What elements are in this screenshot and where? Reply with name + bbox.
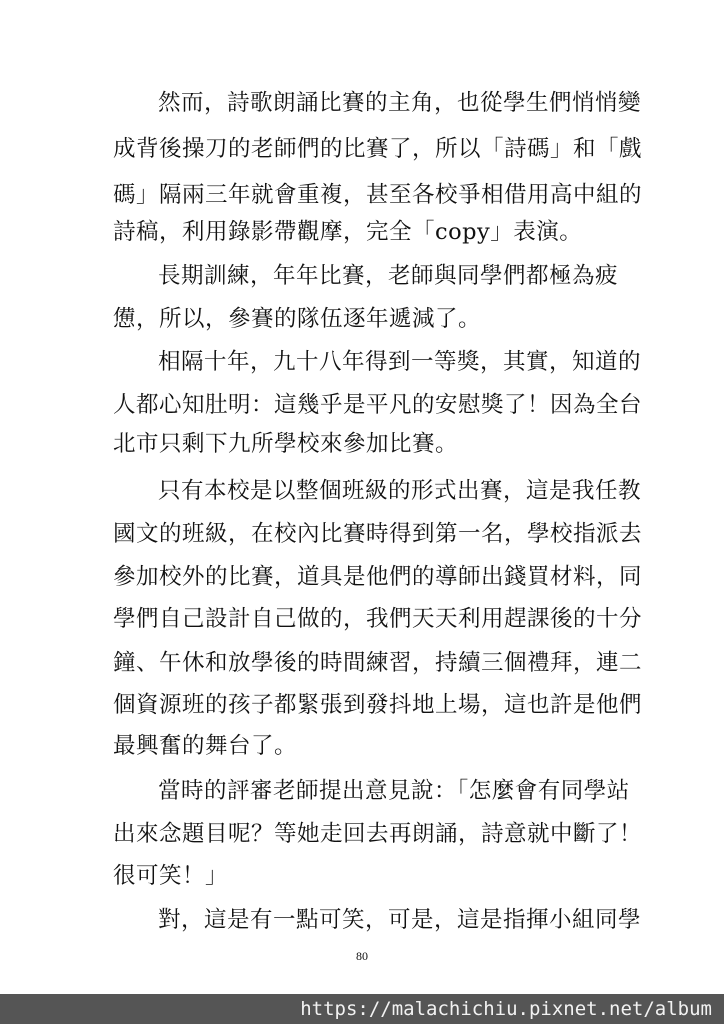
text-line-12: 參加校外的比賽，道具是他們的導師出錢買材料，同 <box>113 564 643 590</box>
watermark-url: https://malachichiu.pixnet.net/album <box>300 998 712 1020</box>
text-line-17: 當時的評審老師提出意見說：「怎麼會有同學站 <box>158 778 630 804</box>
text-line-8: 人都心知肚明：這幾乎是平凡的安慰獎了！因為全台 <box>113 392 643 418</box>
text-line-11: 國文的班級，在校內比賽時得到第一名，學校指派去 <box>113 521 643 547</box>
text-line-10: 只有本校是以整個班級的形式出賽，這是我任教 <box>158 478 642 504</box>
text-line-13: 學們自己設計自己做的，我們天天利用趕課後的十分 <box>113 606 643 632</box>
text-line-3: 碼」隔兩三年就會重複，甚至各校爭相借用高中組的 <box>113 182 643 208</box>
text-line-16: 最興奮的舞台了。 <box>113 733 298 759</box>
text-line-5: 長期訓練，年年比賽，老師與同學們都極為疲 <box>158 263 619 289</box>
text-line-1: 然而，詩歌朗誦比賽的主角，也從學生們悄悄變 <box>158 90 642 116</box>
text-line-20: 對，這是有一點可笑，可是，這是指揮小組同學 <box>158 907 642 933</box>
text-line-2: 成背後操刀的老師們的比賽了，所以「詩碼」和「戲 <box>113 136 643 162</box>
page-number: 80 <box>356 949 368 963</box>
text-line-9: 北市只剩下九所學校來參加比賽。 <box>113 431 459 457</box>
text-line-7: 相隔十年，九十八年得到一等獎，其實，知道的 <box>158 349 642 375</box>
text-line-6: 憊，所以，參賽的隊伍逐年遞減了。 <box>113 306 482 332</box>
watermark-bar <box>0 994 724 1024</box>
text-line-15: 個資源班的孩子都緊張到發抖地上場，這也許是他們 <box>113 692 643 718</box>
text-line-4: 詩稿，利用錄影帶觀摩，完全「copy」表演。 <box>113 219 583 245</box>
text-line-19: 很可笑！」 <box>113 863 229 889</box>
text-line-18: 出來念題目呢？等她走回去再朗誦，詩意就中斷了！ <box>113 821 643 847</box>
text-line-14: 鐘、午休和放學後的時間練習，持續三個禮拜，連二 <box>113 650 643 676</box>
